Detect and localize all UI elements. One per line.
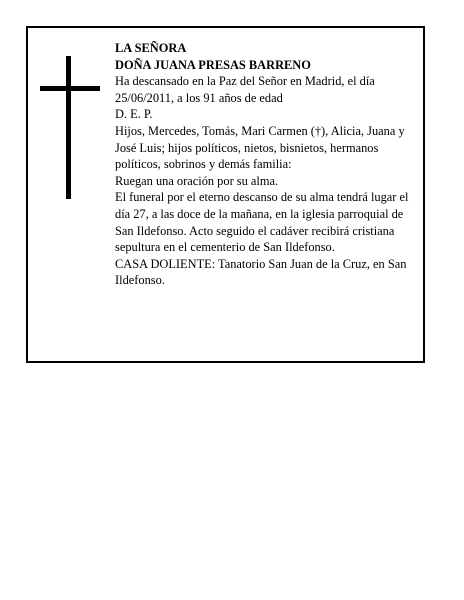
deceased-name: DOÑA JUANA PRESAS BARRENO	[115, 57, 311, 72]
death-statement: Ha descansado en la Paz del Señor en Madrid, el día 25/06/2011, a los 91 años de edad	[115, 74, 375, 105]
family-list: Hijos, Mercedes, Tomás, Mari Carmen (†), Alicia, Juana y José Luis; hijos políticos, nietos, bisnietos, hermanos políticos, sobrinos y demás familia:	[115, 123, 405, 172]
dep-abbreviation: D. E. P.	[115, 107, 153, 122]
cross-vertical-bar	[66, 56, 71, 199]
cross-icon	[40, 56, 100, 199]
cross-horizontal-bar	[40, 86, 100, 91]
notice-body	[115, 40, 415, 289]
obituary-notice	[26, 26, 425, 363]
funeral-details: El funeral por el eterno descanso de su alma tendrá lugar el día 27, a las doce de la mañana, en la iglesia parroquial de San Ildefonso. Acto seguido el cadáver recibirá cristiana sepultura en el cementerio de San Ildefonso.	[115, 190, 409, 255]
heading-title: LA SEÑORA	[115, 41, 187, 55]
prayer-request: Ruegan una oración por su alma.	[115, 173, 279, 188]
casa-doliente: CASA DOLIENTE: Tanatorio San Juan de la Cruz, en San Ildefonso.	[115, 256, 407, 288]
